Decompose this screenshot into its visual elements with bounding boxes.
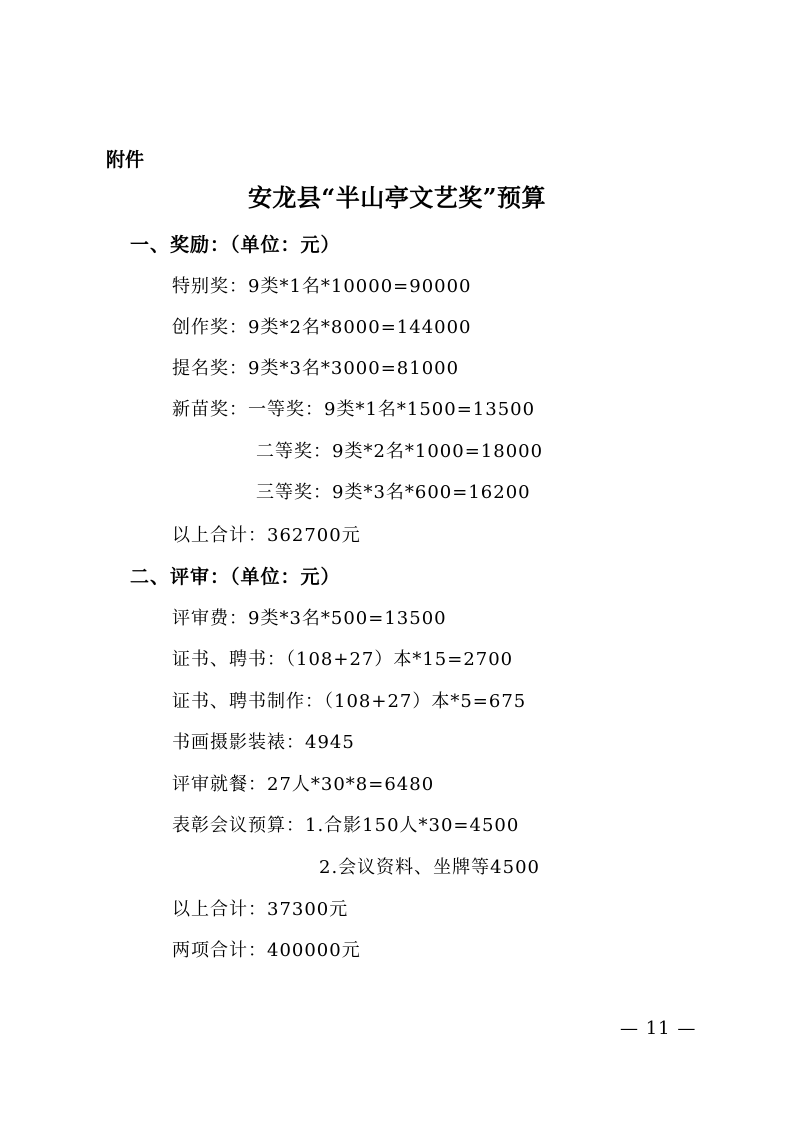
budget-line: 证书、聘书制作：（108+27）本*5=675	[172, 691, 527, 712]
subtotal-line: 以上合计：37300元	[172, 899, 349, 920]
budget-line: 特别奖：9类*1名*10000=90000	[172, 276, 472, 297]
subtotal-line: 以上合计：362700元	[172, 525, 361, 546]
section-heading: 二、评审：（单位：元）	[130, 566, 341, 588]
budget-line: 新苗奖：一等奖：9类*1名*1500=13500	[172, 399, 536, 420]
section-heading: 一、奖励：（单位：元）	[130, 234, 341, 256]
budget-line: 三等奖：9类*3名*600=16200	[256, 482, 531, 503]
grand-total-line: 两项合计：400000元	[172, 940, 361, 961]
budget-line: 2.会议资料、坐牌等4500	[319, 857, 540, 878]
budget-line: 提名奖：9类*3名*3000=81000	[172, 358, 460, 379]
budget-line: 评审费：9类*3名*500=13500	[172, 608, 447, 629]
page-number: — 11 —	[620, 1018, 697, 1039]
budget-line: 证书、聘书：（108+27）本*15=2700	[172, 649, 514, 670]
budget-line: 创作奖：9类*2名*8000=144000	[172, 317, 472, 338]
document-title: 安龙县“半山亭文艺奖”预算	[247, 183, 547, 212]
budget-line: 评审就餐：27人*30*8=6480	[172, 774, 435, 795]
budget-line: 表彰会议预算：1.合影150人*30=4500	[172, 815, 520, 836]
budget-line: 二等奖：9类*2名*1000=18000	[256, 441, 544, 462]
budget-line: 书画摄影装裱：4945	[172, 732, 355, 753]
appendix-label: 附件	[106, 149, 145, 171]
